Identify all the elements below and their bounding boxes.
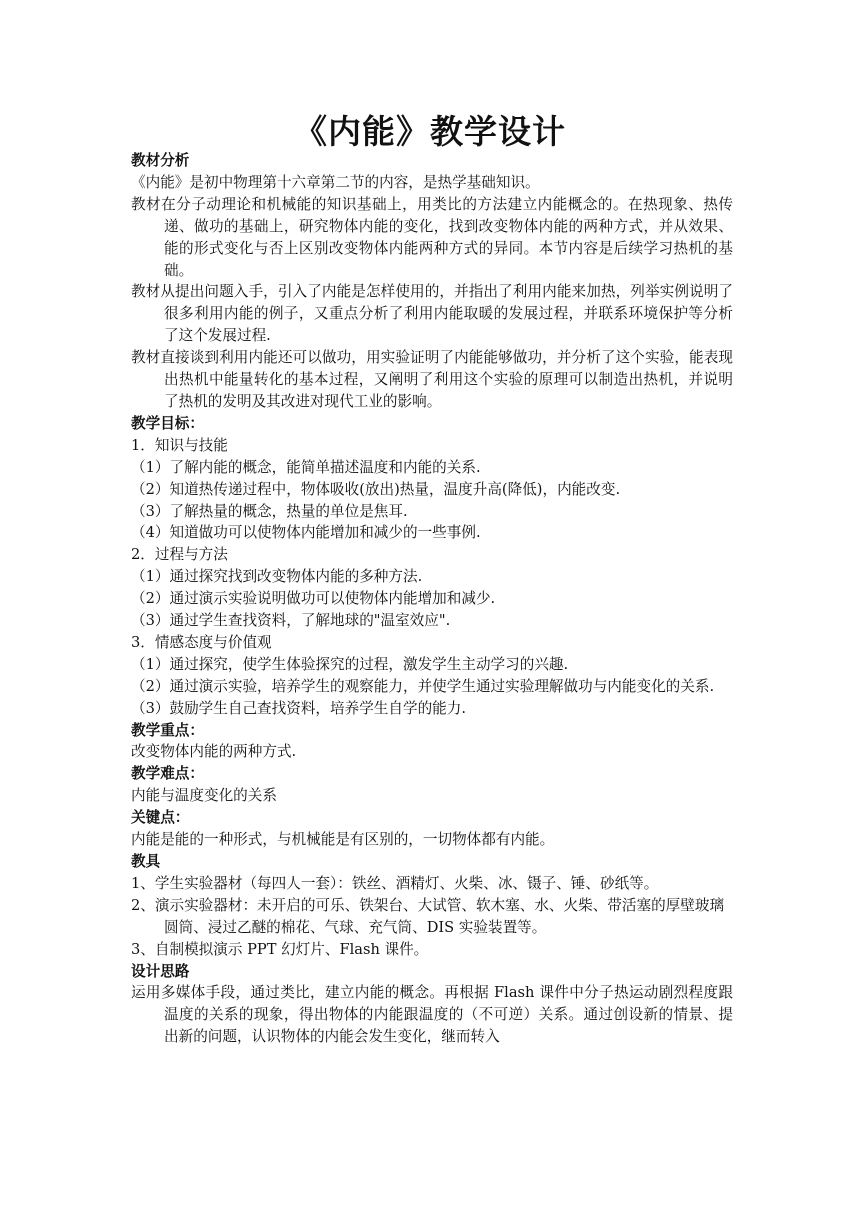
goal-subtitle: 2．过程与方法 [131,546,228,564]
analysis-paragraph: 教材在分子动理论和机械能的知识基础上，用类比的方法建立内能概念的。在热现象、热传递、做功的基础上，研究物体内能的变化，找到改变物体内能的两种方式，并从效果、能的形式变化与否上区别改变物体内能两种方式的异同。本节内容是后续学习热机的基础。 [131,195,733,279]
tool-item: 2、演示实验器材：未开启的可乐、铁架台、大试管、软木塞、水、火柴、带活塞的厚壁玻璃圆筒、浸过乙醚的棉花、气球、充气筒、DIS 实验装置等。 [131,896,725,936]
goal-item: （4）知道做功可以使物体内能增加和减少的一些事例. [131,524,481,542]
goal-item: （1）通过探究找到改变物体内能的多种方法. [131,568,423,586]
page-title: 《内能》教学设计 [294,112,566,151]
goal-item: （2）知道热传递过程中，物体吸收(放出)热量，温度升高(降低)，内能改变. [131,480,621,498]
goal-item: （1）通过探究，使学生体验探究的过程，激发学生主动学习的兴趣. [131,655,569,673]
goal-item: （3）通过学生查找资料，了解地球的"温室效应". [131,612,451,630]
section-heading-keypoint: 关键点： [131,809,190,827]
goal-subtitle: 3．情感态度与价值观 [131,633,272,651]
goal-item: （3）了解热量的概念，热量的单位是焦耳. [131,502,408,520]
goal-item: （2）通过演示实验说明做功可以使物体内能增加和减少. [131,590,496,608]
difficulty-text: 内能与温度变化的关系 [131,787,277,805]
section-heading-focus: 教学重点： [131,721,204,739]
tool-item: 1、学生实验器材（每四人一套）：铁丝、酒精灯、火柴、冰、镊子、锤、砂纸等。 [131,874,659,892]
document-body [131,150,733,1048]
analysis-paragraph: 《内能》是初中物理第十六章第二节的内容，是热学基础知识。 [131,173,540,191]
analysis-paragraph: 教材直接谈到利用内能还可以做功，用实验证明了内能能够做功，并分析了这个实验，能表现出热机中能量转化的基本过程，又阐明了利用这个实验的原理可以制造出热机，并说明了热机的发明及其改进对现代工业的影响。 [131,349,733,410]
goal-item: （1）了解内能的概念，能简单描述温度和内能的关系. [131,458,481,476]
design-text: 运用多媒体手段，通过类比，建立内能的概念。再根据 Flash 课件中分子热运动剧烈程度跟温度的关系的现象，得出物体的内能跟温度的（不可逆）关系。通过创设新的情景、提出新的问题，认识物体的内能会发生变化，继而转入 [131,984,733,1046]
section-heading-difficulty: 教学难点： [131,765,204,783]
tool-item: 3、自制模拟演示 PPT 幻灯片、Flash 课件。 [131,940,429,958]
analysis-paragraph: 教材从提出问题入手，引入了内能是怎样使用的，并指出了利用内能来加热，列举实例说明了很多利用内能的例子，又重点分析了利用内能取暖的发展过程，并联系环境保护等分析了这个发展过程. [131,283,733,345]
focus-text: 改变物体内能的两种方式. [131,743,297,761]
goal-subtitle: 1．知识与技能 [131,436,228,454]
goal-item: （2）通过演示实验，培养学生的观察能力，并使学生通过实验理解做功与内能变化的关系. [131,677,715,695]
section-heading-design: 设计思路 [131,962,190,980]
section-heading-goals: 教学目标： [131,414,204,432]
section-heading-tools: 教具 [131,853,161,870]
keypoint-text: 内能是能的一种形式，与机械能是有区别的，一切物体都有内能。 [131,831,555,849]
goal-item: （3）鼓励学生自己查找资料，培养学生自学的能力. [131,699,466,717]
section-heading-analysis: 教材分析 [131,152,190,169]
